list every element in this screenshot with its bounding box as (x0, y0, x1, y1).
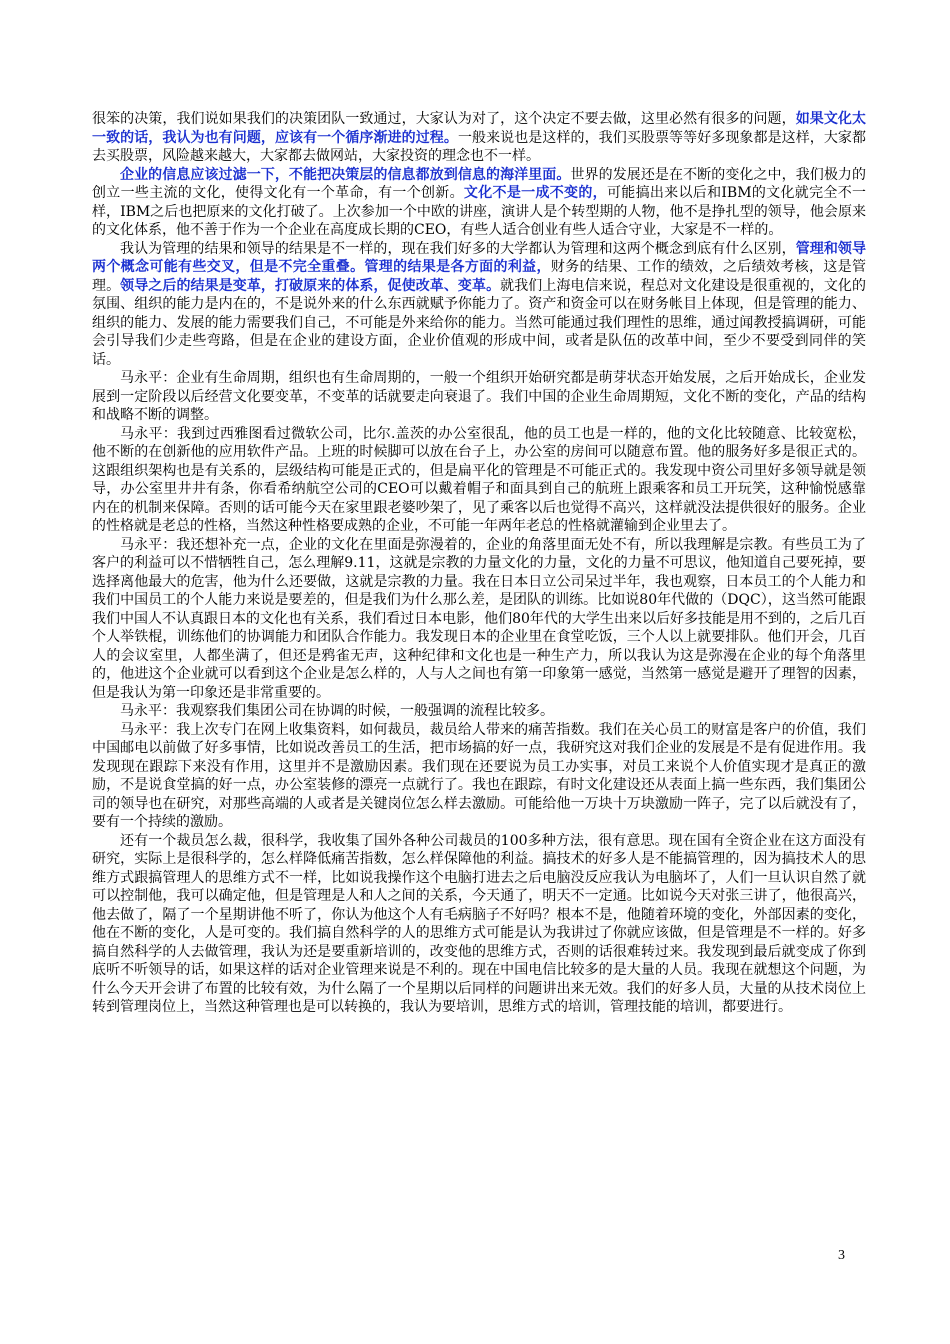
paragraph-p9 (92, 832, 866, 1017)
page-number: 3 (838, 1248, 845, 1263)
body-text: 马永平：企业有生命周期，组织也有生命周期的，一般一个组织开始研究都是萌芽状态开始发展，之后开始成长，企业发展到一定阶段以后经营文化要变革，不变革的话就要走向衰退了。我们中国的企业生命周期短，文化不断的变化，产品的结构和战略不断的调整。 (92, 370, 866, 423)
paragraph-p6 (92, 536, 866, 703)
body-text: 就我们上海电信来说，程总对文化建设是很重视的，文化的氛围、组织的能力是内在的，不是说外来的什么东西就赋予你能力了。资产和资金可以在财务帐目上体现，但是管理的能力、组织的能力、发展的能力需要我们自己，不可能是外来给你的能力。当然可能通过我们理性的思维，通过闻教授搞调研，可能会引导我们少走些弯路，但是在企业的建设方面，企业价值观的形成中间，或者是队伍的改革中间，至少不要受到同伴的笑话。 (92, 277, 867, 368)
body-text: 马永平：我到过西雅图看过微软公司，比尔.盖茨的办公室很乱，他的员工也是一样的，他的文化比较随意、比较宽松，他不断的在创新他的应用软件产品。上班的时候脚可以放在台子上，办公室的房间可以随意布置。他的服务好多是很正式的。这跟组织架构也是有关系的，层级结构可能是正式的，但是扁平化的管理是不可能正式的。我发现中资公司里好多领导就是领导，办公室里井井有条，你看希纳航空公司的CEO可以戴着帽子和面具到自己的航班上跟乘客和员工开玩笑，这种愉悦感靠内在的机制来保障。否则的话可能今天在家里跟老婆吵架了，见了乘客以后也觉得不高兴，这样就没法提供很好的服务。企业的性格就是老总的性格，当然这种性格要成熟的企业，不可能一年两年老总的性格就灌输到企业里去了。 (92, 425, 866, 534)
body-text: 马永平：我上次专门在网上收集资料，如何裁员，裁员给人带来的痛苦指数。我们在关心员工的财富是客户的价值，我们中国邮电以前做了好多事情，比如说改善员工的生活，把市场搞的好一点，我研究这对我们企业的发展是不是有促进作用。我发现现在跟踪下来没有作用，这里并不是激励因素。我们现在还要说为员工办实事，对员工来说个人价值实现才是真正的激励，不是说食堂搞的好一点，办公室装修的漂亮一点就行了。我也在跟踪，有时文化建设还从表面上搞一些东西，我们集团公司的领导也在研究，对那些高端的人或者是关键岗位怎么样去激励。可能给他一万块十万块激励一阵子，完了以后就没有了，要有一个持续的激励。 (92, 721, 866, 830)
emphasis-text: 领导之后的结果是变革，打破原来的体系，促使改革、变革。 (120, 277, 501, 294)
paragraph-p4 (92, 369, 866, 425)
paragraph-p3 (92, 240, 866, 370)
body-text: 一般来说也是这样的，我们买股票等等好多现象都是这样，大家都去买股票，风险越来越大，大家都去做网站，大家投资的理念也不一样。 (92, 129, 867, 164)
document-body (92, 110, 866, 1017)
emphasis-text: 文化不是一成不变的， (463, 185, 607, 201)
emphasis-text: 管理和领导两个概念可能有些交叉，但是不完全重叠。管理的结果是各方面的利益， (92, 240, 867, 275)
body-text: 可能搞出来以后和IBM的文化就完全不一样，IBM之后也把原来的文化打破了。上次参加一个中欧的讲座，演讲人是个转型期的人物，他不是挣扎型的领导，他会原来的文化体系，他不善于作为一个企业在高度成长期的CEO，有些人适合创业有些人适合守业，大家是不一样的。 (92, 185, 866, 238)
body-text: 很笨的决策，我们说如果我们的决策团队一致通过，大家认为对了，这个决定不要去做，这里必然有很多的问题， (92, 111, 796, 127)
emphasis-text: 企业的信息应该过滤一下，不能把决策层的信息都放到信息的海洋里面。 (120, 166, 571, 183)
body-text: 世界的发展还是在不断的变化之中，我们极力的创立一些主流的文化，使得文化有一个革命，有一个创新。 (92, 166, 867, 201)
body-text: 马永平：我观察我们集团公司在协调的时候，一般强调的流程比较多。 (120, 703, 554, 719)
paragraph-p2 (92, 166, 866, 240)
body-text: 还有一个裁员怎么裁，很科学，我收集了国外各种公司裁员的100多种方法，很有意思。现在国有全资企业在这方面没有研究，实际上是很科学的，怎么样降低痛苦指数，怎么样保障他的利益。搞技术的好多人是不能搞管理的，因为搞技术人的思维方式跟搞管理人的思维方式不一样，比如说我操作这个电脑打进去之后电脑没反应我认为电脑坏了，人们一旦认识自然了就可以控制他，我可以确定他，但是管理是人和人之间的关系，今天通了，明天不一定通。比如说今天对张三讲了，他很高兴，他去做了，隔了一个星期讲他不听了，你认为他这个人有毛病脑子不好吗？根本不是，他随着环境的变化，外部因素的变化，他在不断的变化，人是可变的。我们搞自然科学的人的思维方式可能是认为我讲过了你就应该做，但是管理是不一样的。好多搞自然科学的人去做管理，我认为还是要重新培训的，改变他的思维方式，否则的话很难转过来。我发现到最后就变成了你到底听不听领导的话，如果这样的话对企业管理来说是不利的。现在中国电信比较多的是大量的人员。我现在就想这个问题，为什么今天开会讲了布置的比较有效，为什么隔了一个星期以后同样的问题讲出来无效。我们的好多人员，大量的从技术岗位上转到管理岗位上，当然这种管理也是可以转换的，我认为要培训，思维方式的培训，管理技能的培训，都要进行。 (92, 832, 866, 1015)
body-text: 马永平：我还想补充一点，企业的文化在里面是弥漫着的，企业的角落里面无处不有，所以我理解是宗教。有些员工为了客户的利益可以不惜牺牲自己，怎么理解9.11，这就是宗教的力量文化的力量，文化的力量不可思议，他知道自己要死掉，要选择离他最大的危害，他为什么还要做，这就是宗教的力量。我在日本日立公司呆过半年，我也观察，日本员工的个人能力和我们中国员工的个人能力来说是要差的，但是我们为什么那么差，是团队的训练。比如说80年代做的（DQC），这当然可能跟我们中国人不认真跟日本的文化也有关系，我们看过日本电影，他们80年代的大学生出来以后好多技能是用不到的，之后几百个人举铁棍，训练他们的协调能力和团队合作能力。我发现日本的企业里在食堂吃饭，三个人以上就要排队。他们开会，几百人的会议室里，人都坐满了，但还是鸦雀无声，这种纪律和文化也是一种生产力，所以我认为这是弥漫在企业的每个角落里的，他进这个企业就可以看到这个企业是怎么样的，人与人之间也有第一印象第一感觉，当然第一感觉是避开了理智的因素，但是我认为第一印象还是非常重要的。 (92, 536, 866, 701)
emphasis-text: 如果文化太一致的话，我认为也有问题，应该有一个循序渐进的过程。 (92, 111, 866, 146)
paragraph-p1 (92, 110, 866, 166)
body-text: 财务的结果、工作的绩效，之后绩效考核，这是管理。 (92, 259, 867, 294)
paragraph-p8 (92, 721, 866, 832)
paragraph-p5 (92, 425, 866, 536)
body-text: 我认为管理的结果和领导的结果是不一样的，现在我们好多的大学都认为管理和这两个概念到底有什么区别， (120, 240, 796, 257)
paragraph-p7 (92, 702, 866, 721)
